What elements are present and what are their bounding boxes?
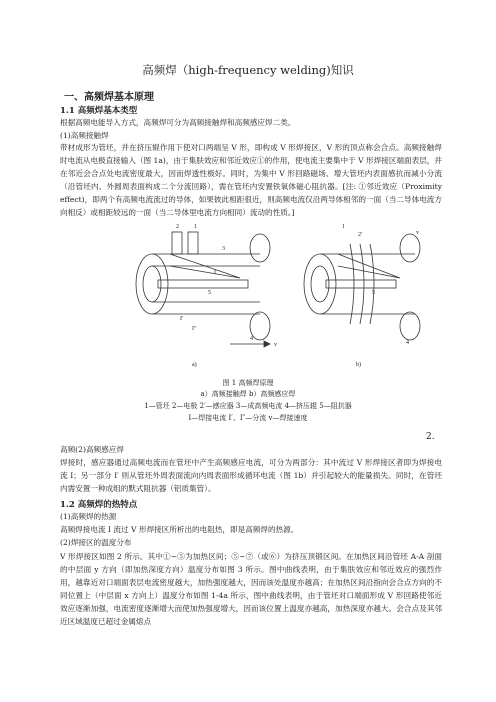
temperature-distribution-paragraph: V 形焊接区如图 2 所示。其中①~⑤为加热区间；⑤~⑦（或⑥）为挤压顶锻区间。在加热区间沿管坯 A-A 剖面的中层面 y 方向（即加热深度方向）温度分布如图 3 所示。图中曲线表明，由于集肤效应和邻近效应的强烈作用，越靠近对口端面表层电流密度越大，加热强度越大，因而该处温度亦越高；在加热区间沿指向会合点方向的不同位置上（中层面 x 方向上）温度分布如图 1-4a 所示，图中曲线表明，由于管坯对口端面形成 V 形回路使邻近效应逐渐加强，电流密度逐渐增大而使加热强度增大，因而该位置上温度亦越高，加热深度亦越大。会合点及其邻近区域温度已超过金属熔点	[60, 552, 442, 626]
callout-a-2: 2	[176, 224, 179, 230]
squeeze-roll-bottom	[250, 312, 270, 340]
figure-1-diagram	[110, 214, 430, 372]
contact-welding-heading: (1)高频接触焊	[60, 131, 109, 140]
impeder-a	[158, 280, 248, 288]
callout-b-1: 1	[342, 224, 345, 230]
figure-caption-title: 图 1 高频焊原理	[222, 379, 274, 387]
page-title: 高频焊（high-frequency welding)知识	[142, 63, 354, 77]
callout-a-4: 4	[250, 336, 253, 342]
figure-label-b: b)	[356, 362, 361, 368]
page-number: 2.	[426, 432, 435, 442]
tube-end-a	[136, 254, 168, 314]
callout-a-I: I	[214, 270, 216, 276]
callout-b-2p: 2′	[358, 232, 363, 238]
figure-caption-sub: a）高频接触焊 b）高频感应焊	[200, 390, 296, 398]
callout-a-I1: I′	[180, 316, 184, 322]
subsection-heading-types: 1.1 高频焊基本类型	[60, 106, 138, 116]
figure-label-a: a)	[192, 362, 197, 368]
v-gap-b	[338, 254, 400, 278]
figure-legend-1: 1—管坯 2—电极 2′—感应器 3—成高频电流 4—挤压辊 5—阻抗器	[144, 402, 352, 410]
callout-a-5: 5	[208, 290, 211, 296]
callout-a-1: 1	[194, 224, 197, 230]
electrode-2	[188, 232, 198, 254]
callout-b-4: 4	[406, 340, 409, 346]
callout-b-v: v	[416, 230, 419, 236]
temperature-distribution-heading: (2)焊接区的温度分布	[60, 538, 132, 547]
callout-a-I2: I″	[192, 326, 197, 332]
induction-welding-paragraph: 焊接时，感应器通过高频电流而在管坯中产生高频感应电流，可分为两部分：其中流过 V 形焊接区者即为焊接电流 I；另一部分 I′ 则从管坯外周表面流向内周表面形成循环电流（图 1b）并引起较大的能量损失。同时，在管坯内需安置一种成组的默式阻抗器（铝质集管）。	[60, 458, 442, 493]
callout-b-5: 5	[372, 290, 375, 296]
electrode-1	[172, 232, 182, 254]
squeeze-roll-top	[250, 234, 270, 262]
heat-source-heading: (1)高频焊的热源	[60, 512, 117, 521]
induction-coil	[350, 244, 374, 324]
intro-paragraph: 根据高频电能导入方式，高频焊可分为高频接触焊和高频感应焊二类。	[60, 118, 296, 127]
subsection-heading-heat: 1.2 高频焊的热特点	[60, 500, 138, 510]
callout-a-3: 3	[222, 246, 225, 252]
contact-welding-paragraph: 带材成形为管坯，并在挤压辊作用下使对口两端呈 V 形，即构成 V 形焊接区，V 形的顶点称会合点。高频接触焊时电流从电极直接输入（图 1a)，由于集肤效应和邻近效应①的作用，使电流主要集中于 V 形焊接区端面表层，并在邻近会合点处电流密度最大，因而焊透性极好。同时，为集中 V 形回路磁场、增大管坯内表面感抗而减小分流（沿管坯内、外圆周表面构成二个分流回路），需在管坯内安置铁氧体磁心阻抗器。[注: ①邻近效应（Proximity effect)，即两个有高频电流流过的导体，如果彼此相距很近，则高频电流仅沿两导体相邻的一面（当二导体电流方向相反）或相距较远的一面（当二导体里电流方向相同）流动的性质。]	[60, 143, 442, 217]
section-heading-principles: 一、高频焊基本原理	[64, 92, 154, 103]
figure-legend-2: I—焊接电流 I′、I″—分流 v—焊接速度	[188, 414, 308, 422]
induction-welding-heading: 高频(2)高频感应焊	[60, 445, 124, 454]
heat-source-paragraph: 高频焊接电流 I 流过 V 形焊接区所析出的电阻热，即是高频焊的热源。	[60, 525, 299, 534]
callout-a-v: v	[274, 342, 277, 348]
tube-end-b	[304, 254, 336, 314]
impeder-b	[326, 280, 396, 288]
